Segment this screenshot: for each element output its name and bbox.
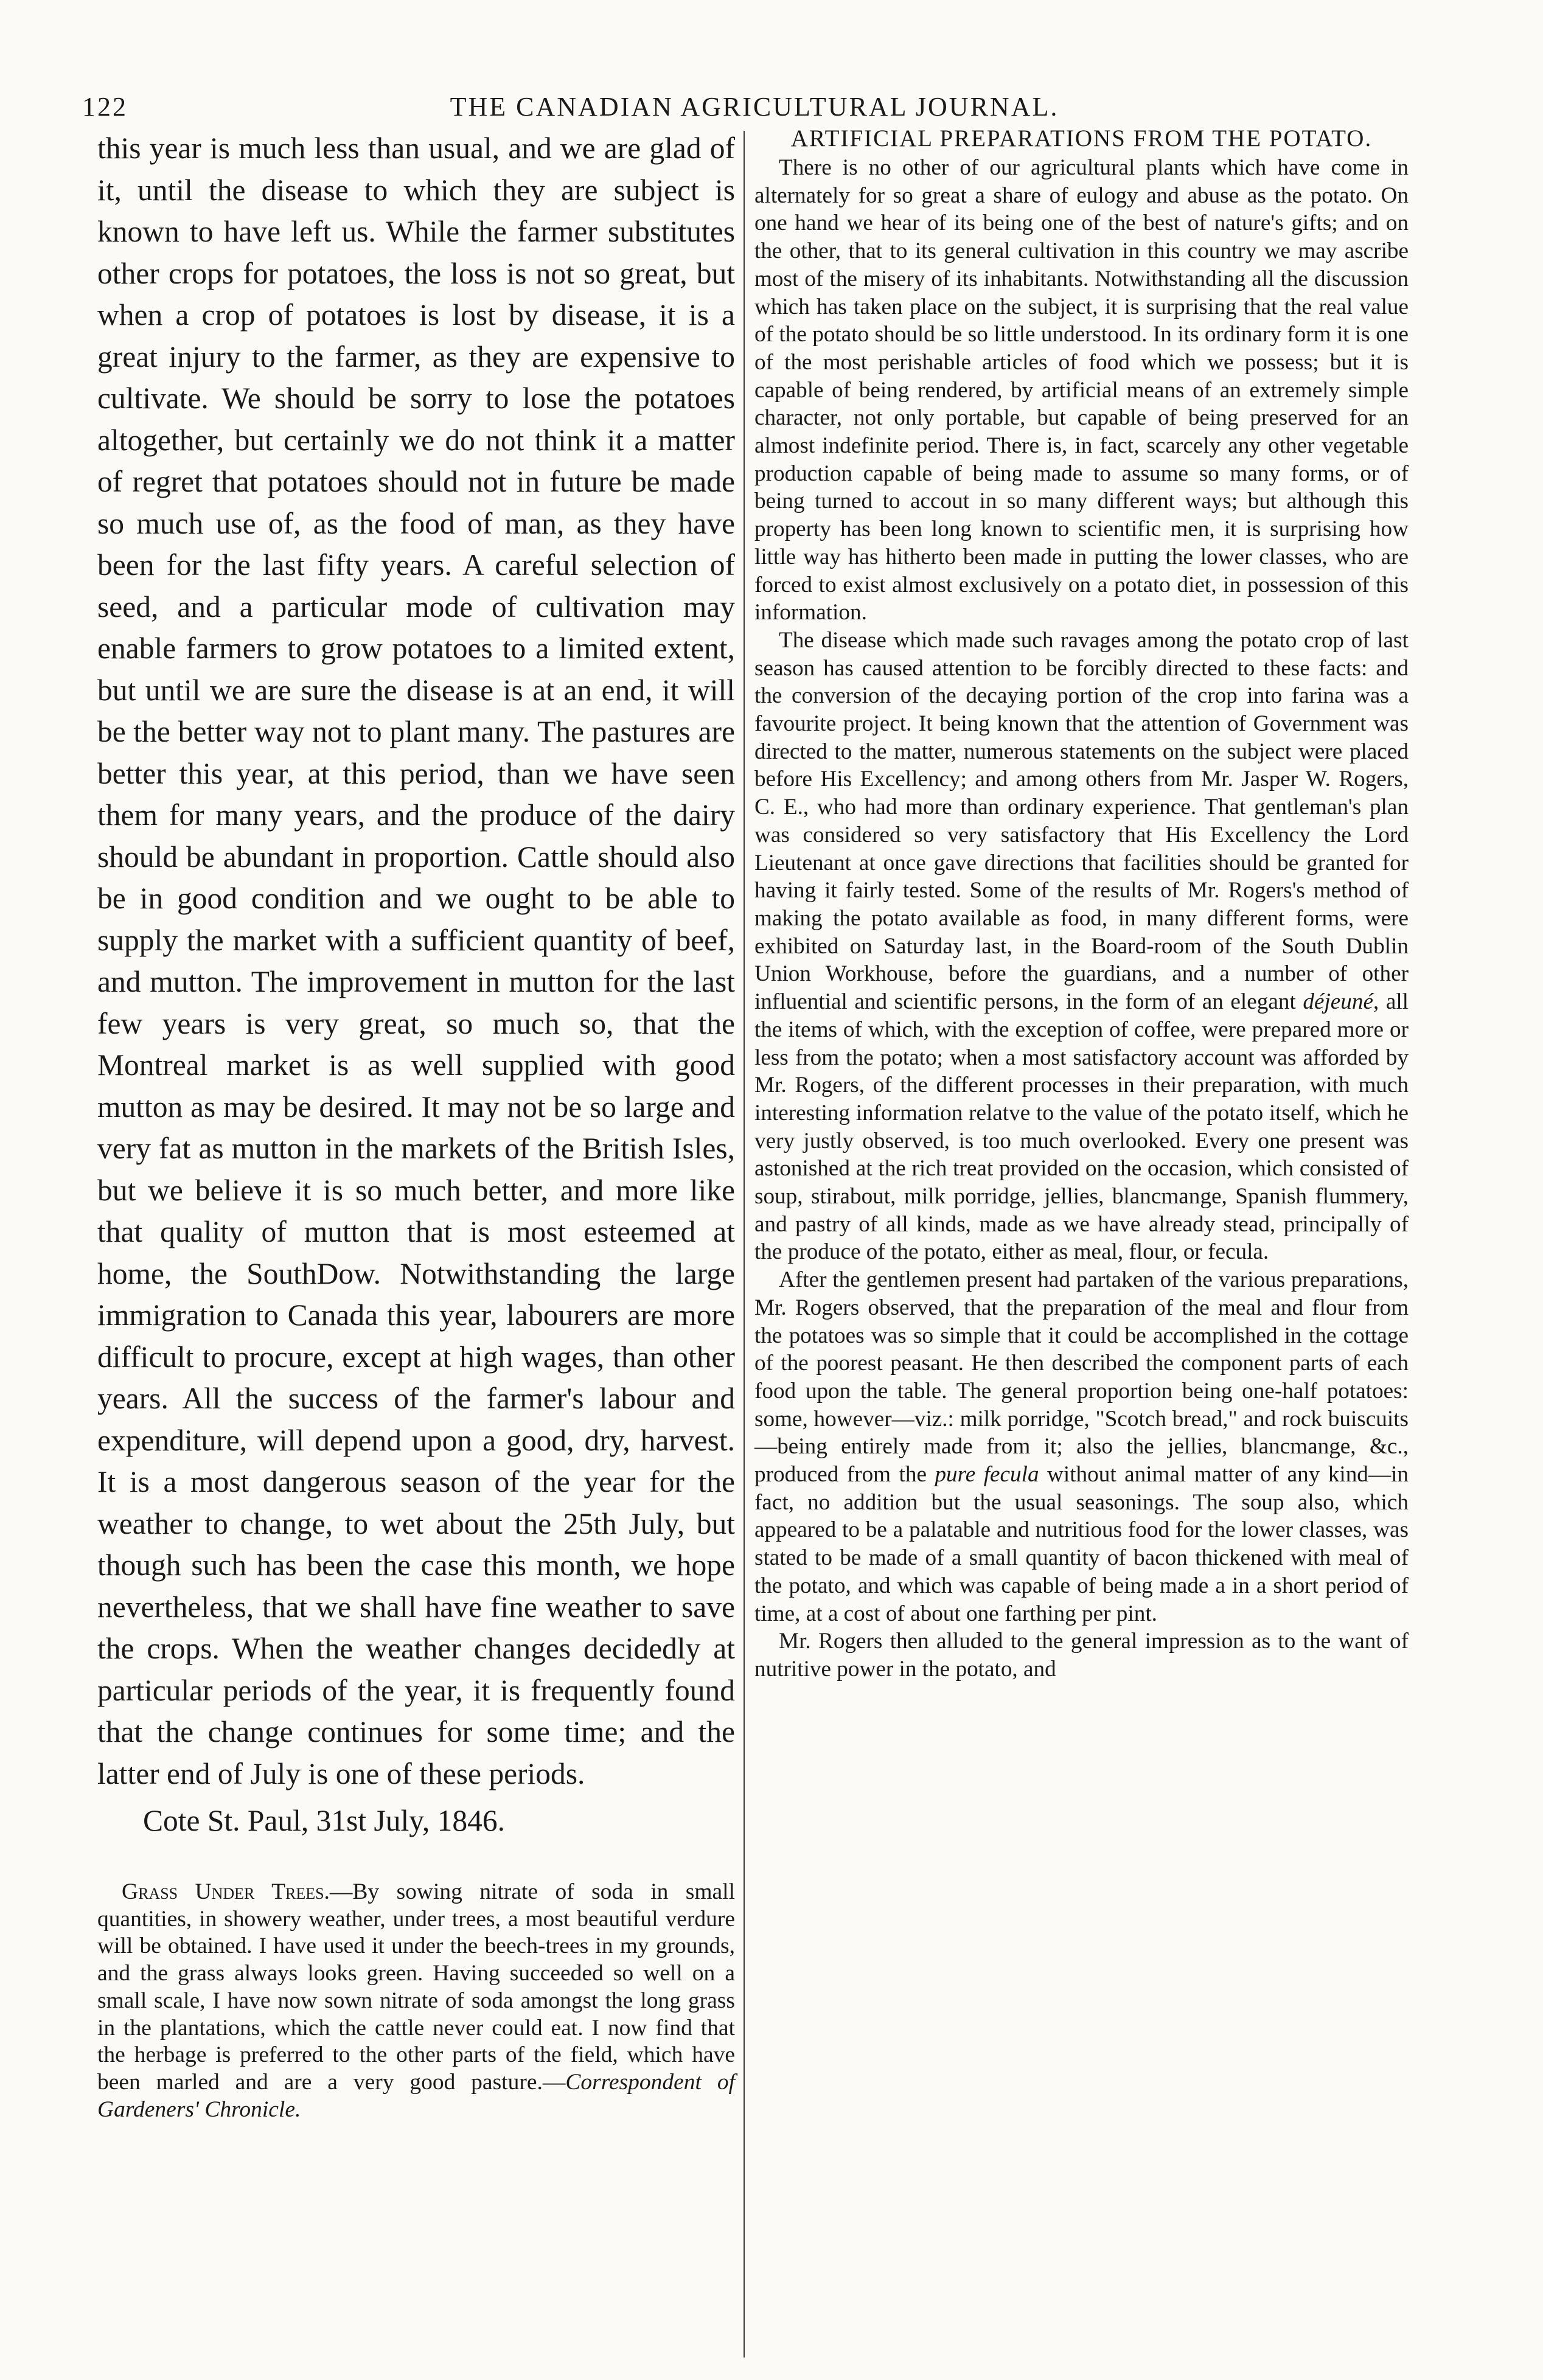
paragraph-2-text-b: , all the items of which, with the exception of coffee, were prepared more or less from the potato; when a most satisfactory account was afforded by Mr. Rogers, of the different processes in their preparation, with much interesting information relatve to the value of the potato itself, which he very justly observed, is too much overlooked. Every one present was astonished at the rich treat provided on the occasion, which consisted of soup, stirabout, milk porridge, jellies, blancmange, Spanish flummery, and pastry of all kinds, made as we have already stead, principally of the produce of the potato, either as meal, flour, or fecula. <box>754 989 1409 1265</box>
grass-under-trees-note <box>97 1879 735 2123</box>
paragraph-2-text-a: The disease which made such ravages among the potato crop of last season has caused attention to be forcibly directed to these facts: and the conversion of the decaying portion of the crop into farina was a favourite project. It being known that the attention of Government was directed to the matter, numerous statements on the subject were placed before His Excellency; and among others from Mr. Jasper W. Rogers, C. E., who had more than ordinary experience. That gentleman's plan was considered so very satisfactory that His Excellency the Lord Lieutenant at once gave directions that facilities should be granted for having it fairly tested. Some of the results of Mr. Rogers's method of making the potato available as food, in many different forms, were exhibited on Saturday last, in the Board-room of the South Dublin Union Workhouse, before the guardians, and a number of other influential and scientific persons, in the form of an elegant <box>754 627 1409 1015</box>
article-paragraph-2 <box>754 627 1409 1266</box>
article-paragraph-1: There is no other of our agricultural plants which have come in alternately for so great a share of eulogy and abuse as the potato. On one hand we hear of its being one of the best of nature's gifts; and on the other, that to its general cultivation in this country we may ascribe most of the misery of its inhabitants. Notwithstanding all the discussion which has taken place on the subject, it is surprising that the real value of the potato should be so little understood. In its ordinary form it is one of the most perishable articles of food which we possess; but it is capable of being rendered, by artificial means of an extremely simple character, not only portable, but capable of being preserved for an almost indefinite period. There is, in fact, scarcely any other vegetable production capable of being made to assume so many forms, or of being turned to accout in so many different ways; but although this property has been long known to scientific men, it is surprising how little way has hitherto been made in putting the lower classes, who are forced to exist almost exclusively on a potato diet, in possession of this information. <box>754 155 1409 625</box>
note-body: —By sowing nitrate of soda in small quantities, in showery weather, under trees, a most beautiful verdure will be obtained. I have used it under the beech-trees in my grounds, and the grass always looks green. Having succeeded so well on a small scale, I have now sown nitrate of soda amongst the long grass in the plantations, which the cattle never could eat. I now find that the herbage is preferred to the other parts of the field, which have been marled and are a very good pasture.— <box>97 1879 735 2095</box>
column-divider <box>744 131 745 2357</box>
editorial-paragraph: this year is much less than usual, and we are glad of it, until the disease to which they are subject is known to have left us. While the farmer substitutes other crops for potatoes, the loss is not so great, but when a crop of potatoes is lost by disease, it is a great injury to the farmer, as they are expensive to cultivate. We should be sorry to lose the potatoes altogether, but certainly we do not think it a matter of regret that potatoes should not in future be made so much use of, as the food of man, as they have been for the last fifty years. A careful selection of seed, and a particular mode of cultivation may enable farmers to grow potatoes to a limited extent, but until we are sure the disease is at an end, it will be the better way not to plant many. The pastures are better this year, at this period, than we have seen them for many years, and the produce of the dairy should be abundant in proportion. Cattle should also be in good condition and we ought to be able to supply the market with a sufficient quantity of beef, and mutton. The improvement in mutton for the last few years is very great, so much so, that the Montreal market is as well supplied with good mutton as may be desired. It may not be so large and very fat as mutton in the markets of the British Isles, but we believe it is so much better, and more like that quality of mutton that is most esteemed at home, the SouthDow. Notwithstanding the large immigration to Canada this year, labourers are more difficult to procure, except at high wages, than other years. All the success of the farmer's labour and expenditure, will depend upon a good, dry, harvest. It is a most dangerous season of the year for the weather to change, to wet about the 25th July, but though such has been the case this month, we hope nevertheless, that we shall have fine weather to save the crops. When the weather changes decidedly at particular periods of the year, it is frequently found that the change continues for some time; and the latter end of July is one of these periods. <box>97 131 735 1790</box>
paragraph-3-text-a: After the gentlemen present had partaken of the various preparations, Mr. Rogers observed, that the preparation of the meal and flour from the potatoes was so simple that it could be accomplished in the cottage of the poorest peasant. He then described the component parts of each food upon the table. The general proportion being one-half potatoes: some, however—viz.: milk porridge, "Scotch bread," and rock buiscuits—being entirely made from it; also the jellies, blancmange, &c., produced from the <box>754 1267 1409 1488</box>
article-title: ARTIFICIAL PREPARATIONS FROM THE POTATO. <box>790 125 1373 151</box>
page-number: 122 <box>82 92 128 122</box>
left-column <box>97 128 735 2123</box>
running-head: THE CANADIAN AGRICULTURAL JOURNAL. <box>450 92 1059 122</box>
article-paragraph-3 <box>754 1266 1409 1627</box>
article-paragraph-4: Mr. Rogers then alluded to the general impression as to the want of nutritive power in the potato, and <box>754 1629 1409 1682</box>
page-header <box>82 91 1427 128</box>
note-title: Grass Under Trees. <box>122 1879 330 1904</box>
note-credit: Correspondent of Gardeners' Chronicle. <box>97 2069 736 2122</box>
paragraph-3-text-b: without animal matter of any kind—in fact, no addition but the usual seasonings. The soup also, which appeared to be a palatable and nutritious food for the lower classes, was stated to be made of a small quantity of bacon thickened with meal of the potato, and which was capable of being made a in a short period of time, at a cost of about one farthing per pint. <box>754 1462 1409 1626</box>
dateline: Cote St. Paul, 31st July, 1846. <box>143 1804 505 1837</box>
article-body <box>754 154 1409 1683</box>
paragraph-3-emphasis: pure fecula <box>935 1462 1039 1488</box>
paragraph-2-emphasis: déjeuné <box>1303 989 1373 1015</box>
right-column <box>754 125 1409 1683</box>
